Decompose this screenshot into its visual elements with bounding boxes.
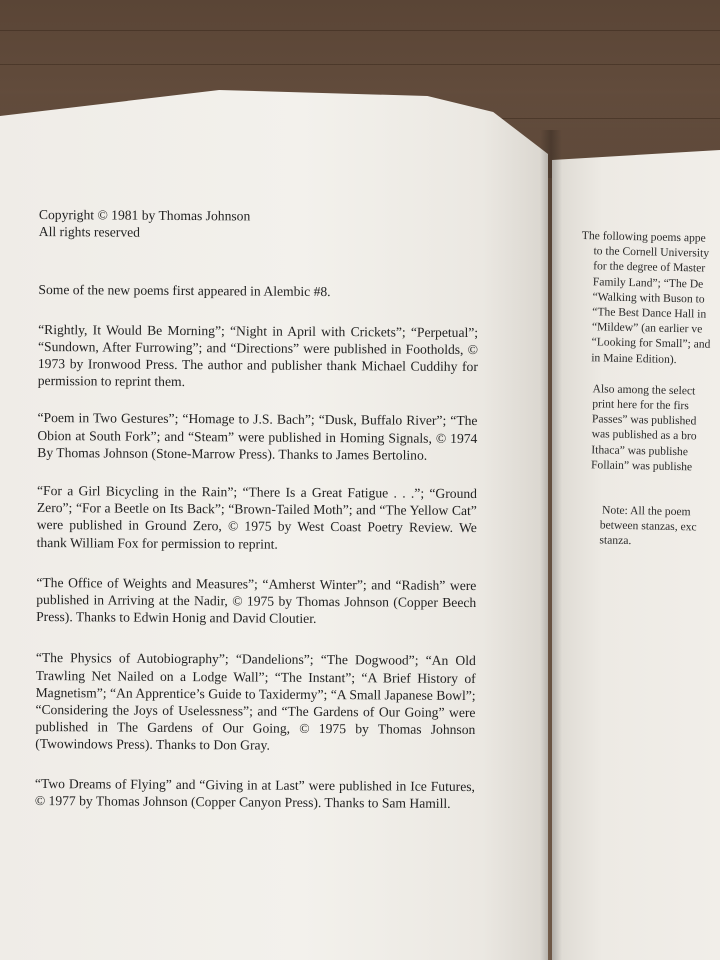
text-line: was published as a bro: [591, 427, 697, 443]
text-line: Also among the select: [592, 382, 696, 398]
text-line: “Mildew” (an earlier ve: [591, 320, 703, 336]
text-line: for the degree of Master: [593, 259, 706, 275]
acknowledgment-paragraph: “Rightly, It Would Be Morning”; “Night in April with Crickets”; “Perpetual”; “Sundown, After Furrowing”; and “Directions” were published in Footholds, © 1973 by Ironwood Press. The author and publisher thank Michael Cuddihy for permission to reprint them.: [37, 321, 479, 390]
text-line: print here for the firs: [592, 397, 690, 413]
text-line: between stanzas, exc: [599, 518, 697, 534]
text-line: The following poems appe: [581, 228, 706, 245]
copyright-page-text: [35, 206, 479, 812]
text-line: “Looking for Small”; and: [591, 335, 711, 352]
text-line: in Maine Edition).: [591, 350, 677, 366]
text-line: to the Cornell University: [593, 244, 710, 260]
text-line: stanza.: [599, 533, 632, 548]
text-line: Ithaca” was publishe: [591, 442, 689, 458]
text-line: Family Land”; “The De: [592, 274, 704, 291]
text-line: “Walking with Buson to: [592, 290, 705, 306]
text-line: Follain” was publishe: [590, 458, 693, 474]
facing-page-text: [575, 228, 720, 559]
acknowledgment-paragraph: “Poem in Two Gestures”; “Homage to J.S. Bach”; “Dusk, Buffalo River”; “The Obion at South Fork”; and “Steam” were published in Homing Signals, © 1974 By Thomas Johnson (Stone-Marrow Press). Thanks to James Bertolino.: [37, 410, 478, 463]
text-line: “The Best Dance Hall in: [592, 305, 707, 321]
book-gutter: [540, 130, 562, 960]
acknowledgment-paragraph: “For a Girl Bicycling in the Rain”; “There Is a Great Fatigue . . .”; “Ground Zero”; “For a Beetle on Its Back”; “Brown-Tailed Moth”; and “The Yellow Cat” were published in Ground Zero, © 1975 by West Coast Poetry Review. We thank William Fox for permission to reprint.: [36, 483, 478, 552]
acknowledgment-paragraph: “The Physics of Autobiography”; “Dandelions”; “The Dogwood”; “An Old Trawling Net Nailed on a Lodge Wall”; “The Instant”; “A Brief History of Magnetism”; “An Apprentice’s Guide to Taxidermy”; “A Small Japanese Bowl”; “Considering the Joys of Uselessness”; and “The Gardens of Our Going” were published in The Gardens of Our Going, © 1975 by Thomas Johnson (Twowindows Press). Thanks to Don Gray.: [35, 650, 476, 754]
acknowledgment-paragraph: Some of the new poems first appeared in Alembic #8.: [38, 282, 331, 300]
acknowledgment-paragraph: “The Office of Weights and Measures”; “Amherst Winter”; and “Radish” were published in Arriving at the Nadir, © 1975 by Thomas Johnson (Copper Beech Press). Thanks to Edwin Honig and David Cloutier.: [36, 574, 477, 627]
text-line: Note: All the poem: [601, 503, 691, 519]
text-line: Passes” was published: [591, 412, 697, 428]
rights-line: All rights reserved: [38, 224, 141, 240]
copyright-line: Copyright © 1981 by Thomas Johnson: [38, 206, 251, 224]
acknowledgment-paragraph: “Two Dreams of Flying” and “Giving in at Last” were published in Ice Futures, © 1977 by Thomas Johnson (Copper Canyon Press). Thanks to Sam Hamill.: [34, 775, 476, 811]
